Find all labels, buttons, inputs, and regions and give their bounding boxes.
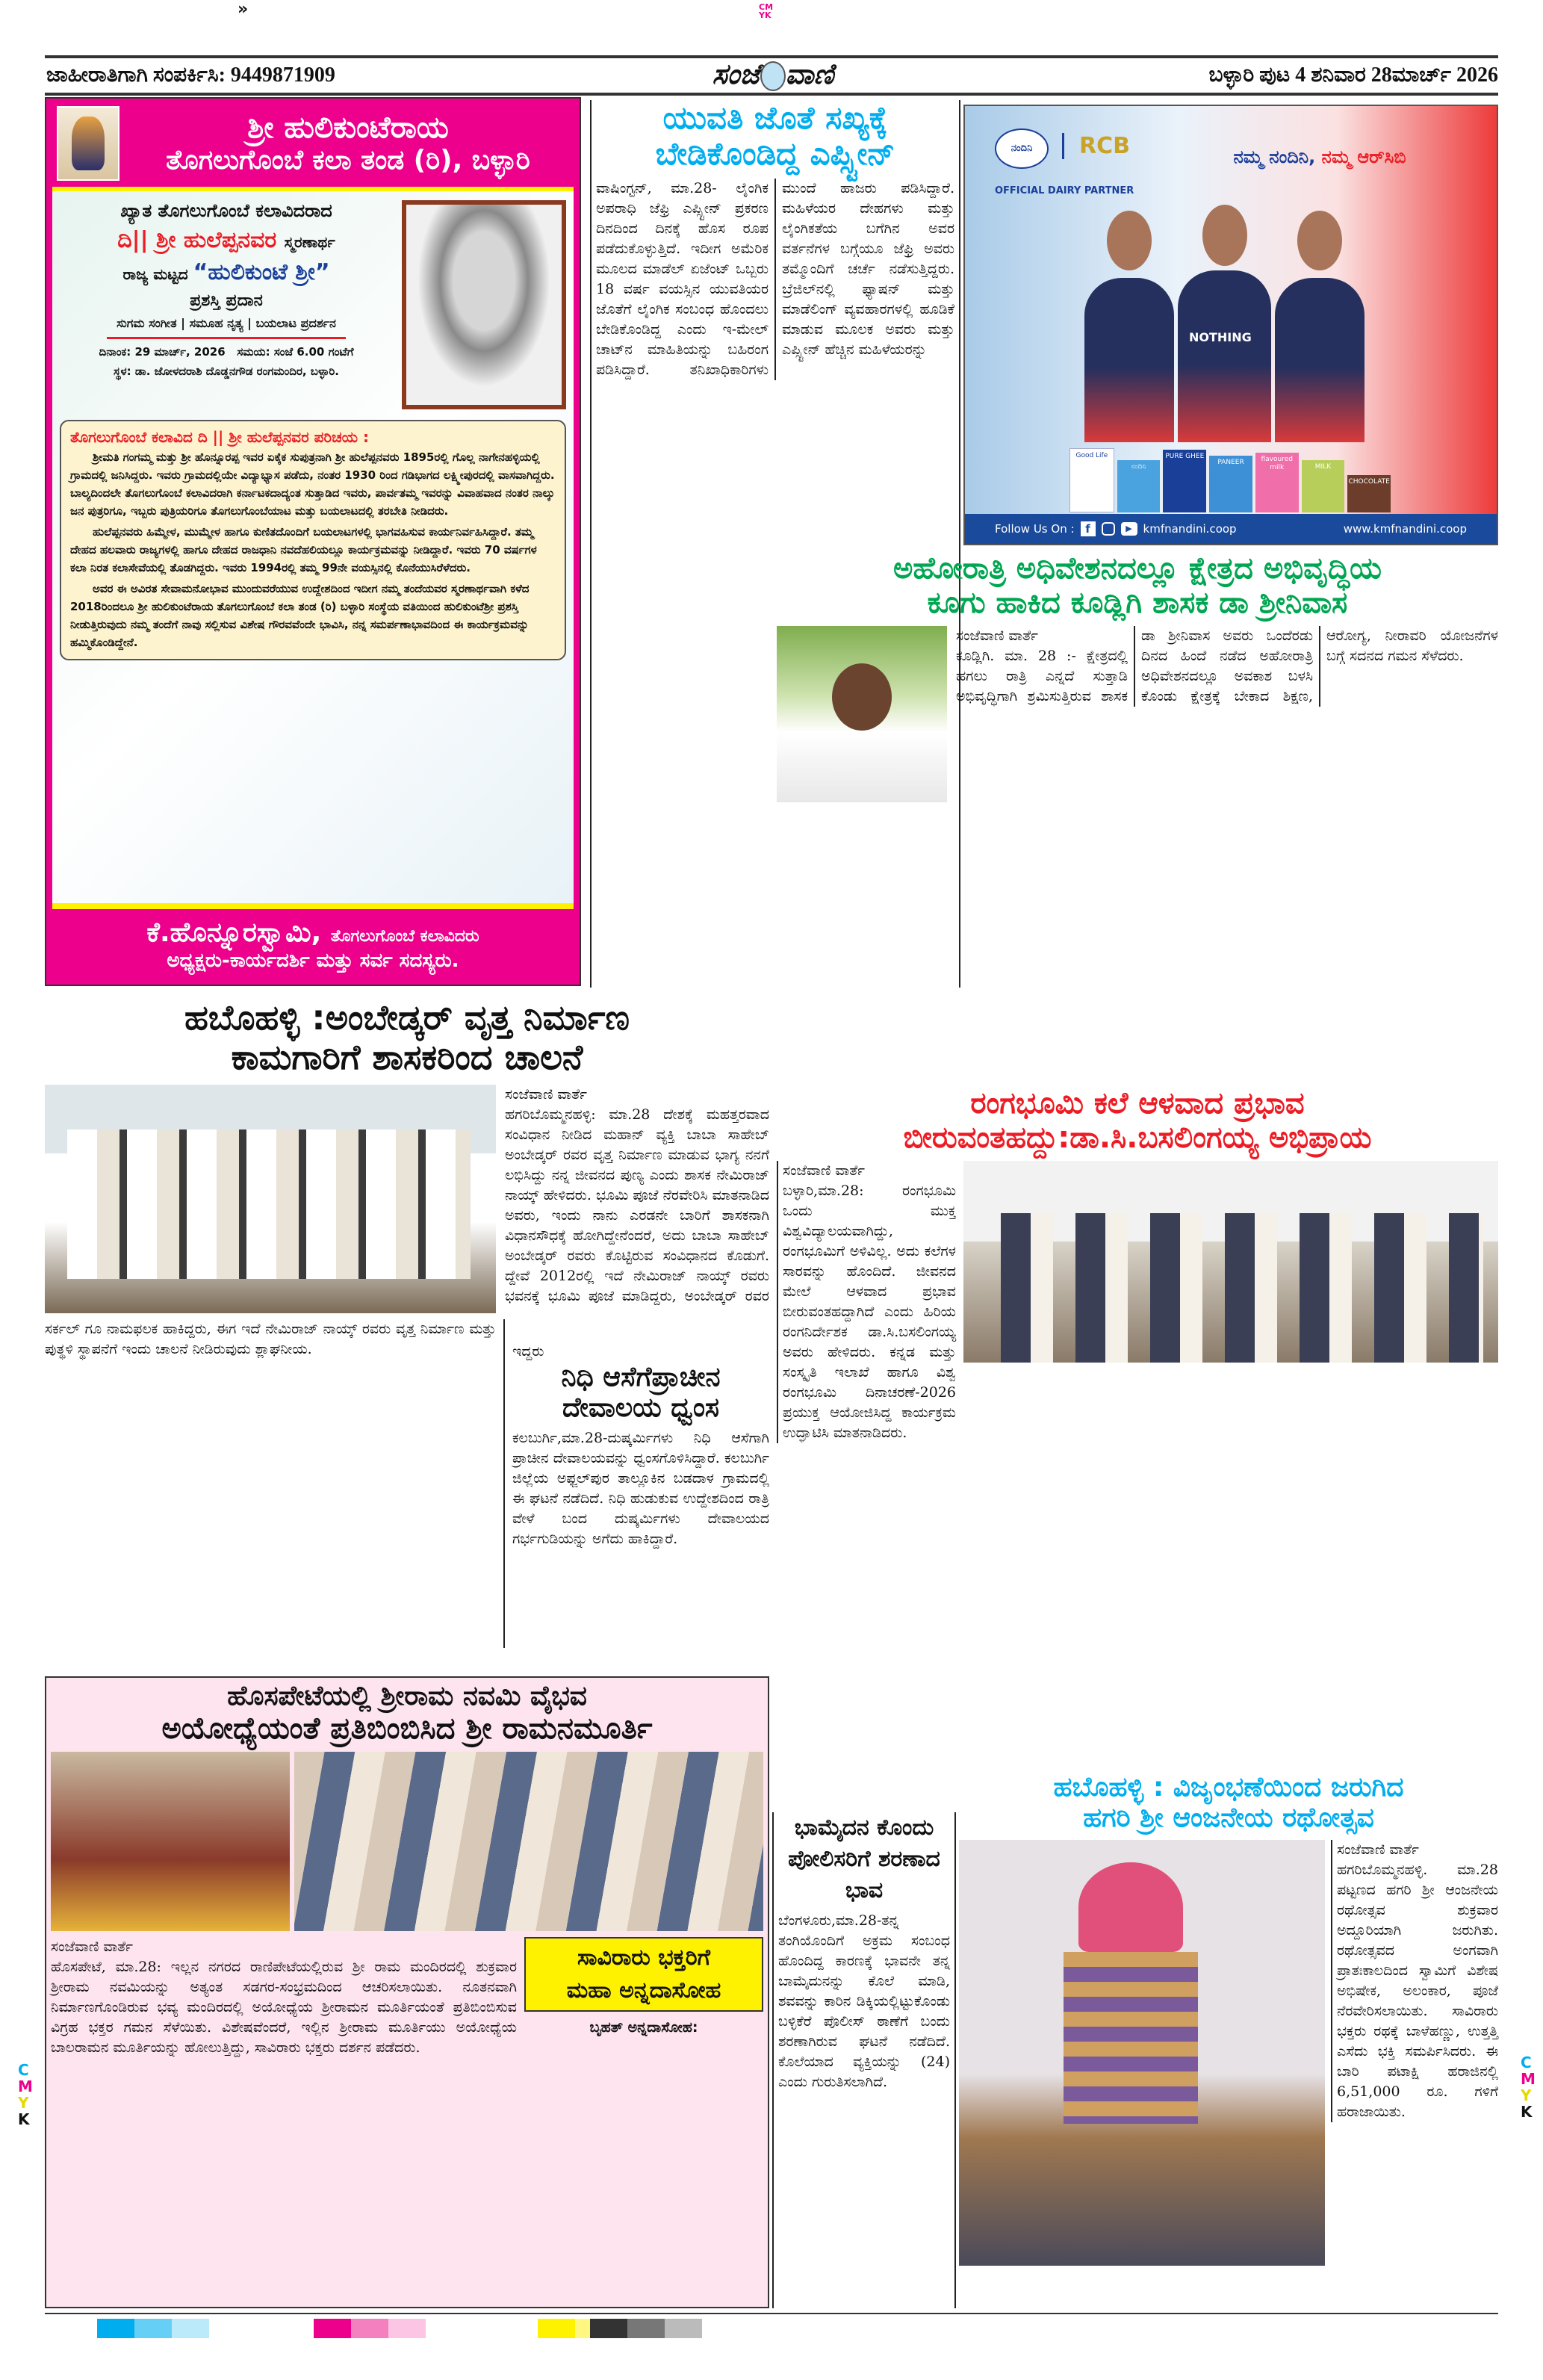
- headline-line: ಕೂಗು ಹಾಕಿದ ಕೂಡ್ಲಿಗಿ ಶಾಸಕ ಡಾ ಶ್ರೀನಿವಾಸ: [927, 586, 1348, 620]
- color-swatch: [172, 2319, 209, 2338]
- subhead: ಬೃಹತ್ ಅನ್ನದಾಸೋಹ:: [589, 2019, 698, 2036]
- signatory: ಕೆ.ಹೊನ್ನೂರಸ್ವಾಮಿ,: [146, 917, 322, 949]
- masthead-right: ವಾಣಿ: [785, 58, 834, 90]
- hagari-headline: [959, 1772, 1498, 1840]
- mla-photo: [777, 626, 947, 802]
- nandini-logo: ನಂದಿನಿ: [995, 128, 1049, 169]
- epstein-headline: [592, 100, 959, 179]
- product: PANEER: [1209, 456, 1252, 512]
- ad-contact: ಜಾಹೀರಾತಿಗಾಗಿ ಸಂಪರ್ಕಿಸಿ: 9449871909: [46, 63, 335, 87]
- portrait-photo: [402, 200, 566, 409]
- hosapete-col1: [51, 1937, 517, 2058]
- ad-header: [46, 99, 580, 187]
- byline: ಸಂಜೆವಾಣಿ ವಾರ್ತೆ: [783, 1162, 866, 1179]
- social-handle[interactable]: kmfnandini.coop: [1143, 522, 1237, 536]
- byline: ಸಂಜೆವಾಣಿ ವಾರ್ತೆ: [1337, 1841, 1420, 1858]
- headline-line: ಅಯೋಧ್ಯೆಯಂತೆ ಪ್ರತಿಬಿಂಬಿಸಿದ ಶ್ರೀ ರಾಮನಮೂರ್ತಿ: [161, 1711, 653, 1747]
- ad-title-2: ತೊಗಲುಗೊಂಬೆ ಕಲಾ ತಂಡ (ರಿ), ಬಳ್ಳಾರಿ: [166, 145, 530, 176]
- puppet-image: [57, 106, 119, 181]
- youtube-icon[interactable]: ▶: [1121, 522, 1137, 536]
- hosapete-body: ಹೊಸಪೇಟೆ, ಮಾ.28: ಇಲ್ಲನ ನಗರದ ರಾಣಿಪೇಟೆಯಲ್ಲಿರುವ ಶ್ರೀ ರಾಮ ಮಂದಿರದಲ್ಲಿ ಶುಕ್ರವಾರ ಶ್ರೀರಾಮ ನವಮಿಯನ್ನು ಅತ್ಯಂತ ಸಡಗರ-ಸಂಭ್ರಮದಿಂದ ಆಚರಿಸಲಾಯಿತು. ನೂತನವಾಗಿ ನಿರ್ಮಾಣಗೊಂಡಿರುವ ಭವ್ಯ ಮಂದಿರದಲ್ಲಿ ಅಯೋಧ್ಯೆಯ ಶ್ರೀರಾಮನ ಮೂರ್ತಿಯಂತೆ ಪ್ರತಿಬಿಂಬಿಸುವ ವಿಗ್ರಹ ಭಕ್ತರ ಗಮನ ಸೆಳೆಯಿತು. ವಿಶೇಷವೆಂದರೆ, ಇಲ್ಲಿನ ಶ್ರೀರಾಮ ಮೂರ್ತಿಯು ಅಯೋಧ್ಯೆಯ ಬಾಲರಾಮನ ಮೂರ್ತಿಯನ್ನು ಹೋಲುತ್ತಿದ್ದು, ಸಾವಿರಾರು ಭಕ್ತರು ದರ್ಶನ ಪಡೆದರು.: [51, 1959, 517, 2057]
- bio-title: ತೊಗಲುಗೊಂಬೆ ಕಲಾವಿದ ದಿ || ಶ್ರೀ ಹುಲೆಪ್ಪನವರ ಪರಿಚಯ :: [70, 428, 370, 446]
- slogan-part1: ನಮ್ಮ ನಂದಿನಿ,: [1233, 146, 1316, 167]
- headline-line: ದೇವಾಲಯ ಧ್ವಂಸ: [562, 1392, 720, 1424]
- honoree-suffix: ಸ್ಮರಣಾರ್ಥ: [284, 233, 335, 251]
- headline-line: ಹಬೊಹಳ್ಳಿ :ಅಂಬೇಡ್ಕರ್ ವೃತ್ತ ನಿರ್ಮಾಣ: [184, 997, 630, 1038]
- rcb-logo: RCB: [1062, 133, 1130, 159]
- product: ನಂದಿನಿ: [1117, 460, 1161, 512]
- color-swatch: [538, 2319, 575, 2338]
- dateline: ಬಳ್ಳಾರಿ ಪುಟ 4 ಶನಿವಾರ 28ಮಾರ್ಚ್ 2026: [1208, 63, 1498, 87]
- ad-signatory-line: [52, 917, 574, 949]
- ad-nandini: [963, 105, 1498, 545]
- footer-rule: [45, 2313, 1498, 2314]
- murder-body: ಬೆಂಗಳೂರು,ಮಾ.28-ತನ್ನ ತಂಗಿಯೊಂದಿಗೆ ಅಕ್ರಮ ಸಂಬಂಧ ಹೊಂದಿದ್ದ ಕಾರಣಕ್ಕೆ ಭಾವನೇ ತನ್ನ ಬಾಮೈದುನನ್ನು ಕೊಲೆ ಮಾಡಿ, ಶವವನ್ನು ಕಾರಿನ ಡಿಕ್ಕಿಯಲ್ಲಿಟ್ಟುಕೊಂಡು ಬಳ್ಳಿಕೆರೆ ಪೊಲೀಸ್ ಠಾಣೆಗೆ ಬಂದು ಶರಣಾಗಿರುವ ಘಟನೆ ನಡೆದಿದೆ. ಕೊಲೆಯಾದ ವ್ಯಕ್ತಿಯನ್ನು (24) ಎಂದು ಗುರುತಿಸಲಾಗಿದೆ.: [778, 1912, 950, 2090]
- byline: ಸಂಜೆವಾಣಿ ವಾರ್ತೆ: [505, 1085, 588, 1103]
- color-swatch: [351, 2319, 388, 2338]
- facebook-icon[interactable]: f: [1081, 521, 1096, 536]
- annadasoha-box: [524, 1937, 763, 2012]
- color-swatch: [388, 2319, 426, 2338]
- product-row: [1069, 447, 1391, 512]
- headline-line: ಬೀರುವಂತಹದ್ದು:ಡಾ.ಸಿ.ಬಸಲಿಂಗಯ್ಯ ಅಭಿಪ್ರಾಯ: [903, 1121, 1372, 1155]
- cmyk-mark: CMYK: [759, 2, 774, 20]
- theatre-headline: [777, 1086, 1498, 1161]
- top-arrow: »: [237, 0, 249, 19]
- globe-icon: [760, 61, 786, 91]
- product: MILK: [1302, 460, 1345, 512]
- groundbreaking-photo: [45, 1085, 496, 1313]
- cmyk-side-right: C M Y K: [1521, 2054, 1536, 2121]
- theatre-article: [777, 1086, 1498, 1811]
- ad-footer: ಅಧ್ಯಕ್ಷರು-ಕಾರ್ಯದರ್ಶಿ ಮತ್ತು ಸರ್ವ ಸದಸ್ಯರು.: [167, 949, 459, 973]
- kicker: ಇದ್ದರು: [512, 1343, 544, 1360]
- slogan-part2: ನಮ್ಮ ಆರ್‌ಸಿಬಿ: [1321, 146, 1406, 167]
- cmyk-side-left: C M Y K: [18, 2061, 33, 2128]
- color-swatch: [665, 2319, 702, 2338]
- product: PURE GHEE: [1163, 450, 1206, 512]
- ad-red-rule: [107, 337, 346, 339]
- byline: ಸಂಜೆವಾಣಿ ವಾರ್ತೆ: [51, 1939, 134, 1956]
- header-bottom-rule: [45, 93, 1498, 96]
- players-photo: [1077, 203, 1368, 442]
- color-swatch: [590, 2319, 627, 2338]
- murder-headline: ಭಾಮೈದನ ಕೊಂದು ಪೋಲಿಸರಿಗೆ ಶರಣಾದ ಭಾವ: [788, 1815, 940, 1903]
- annadasoha-photo: [294, 1752, 763, 1931]
- ad-venue: ಸ್ಥಳ: ಡಾ. ಜೋಳದರಾಶಿ ದೊಡ್ಡನಗೌಡ ರಂಗಮಂದಿರ, ಬಳ್ಳಾರಿ.: [114, 365, 339, 378]
- rama-idol-photo: [51, 1752, 290, 1931]
- theatre-col1: [777, 1161, 956, 1443]
- color-swatch: [97, 2319, 134, 2338]
- nandini-footer-bar: [965, 514, 1497, 544]
- award-suffix: ಪ್ರಶಸ್ತಿ ಪ್ರದಾನ: [190, 291, 263, 310]
- theatre-body: ಬಳ್ಳಾರಿ,ಮಾ.28: ರಂಗಭೂಮಿ ಒಂದು ಮುಕ್ತ ವಿಶ್ವವಿದ್ಯಾಲಯವಾಗಿದ್ದು, ರಂಗಭೂಮಿಗೆ ಅಳಿವಿಲ್ಲ. ಅದು ಕಲೆಗಳ ಸಾರವನ್ನು ಹೊಂದಿದೆ. ಜೀವನದ ಮೇಲೆ ಆಳವಾದ ಪ್ರಭಾವ ಬೀರುವಂತಹದ್ದಾಗಿದೆ ಎಂದು ಹಿರಿಯ ರಂಗನಿರ್ದೇಶಕ ಡಾ.ಸಿ.ಬಸಲಿಂಗಯ್ಯ ಅವರು ಹೇಳಿದರು. ಕನ್ನಡ ಮತ್ತು ಸಂಸ್ಕೃತಿ ಇಲಾಖೆ ಹಾಗೂ ವಿಶ್ವ ರಂಗಭೂಮಿ ದಿನಾಚರಣೆ-2026 ಪ್ರಯುಕ್ತ ಆಯೋಜಿಸಿದ್ದ ಕಾರ್ಯಕ್ರಮ ಉದ್ಘಾಟಿಸಿ ಮಾತನಾಡಿದರು.: [783, 1183, 956, 1441]
- kudligi-body: [956, 626, 1498, 707]
- instagram-icon[interactable]: [1102, 522, 1115, 536]
- masthead-left: ಸಂಜೆ: [712, 58, 760, 90]
- ad-title: [127, 111, 569, 176]
- slogan: [1152, 146, 1488, 167]
- temple-body: ಕಲಬುರ್ಗಿ,ಮಾ.28-ದುಷ್ಕರ್ಮಿಗಳು ನಿಧಿ ಆಸೆಗಾಗಿ ಪ್ರಾಚೀನ ದೇವಾಲಯವನ್ನು ಧ್ವಂಸಗೊಳಿಸಿದ್ದಾರೆ. ಕಲಬುರ್ಗಿ ಜಿಲ್ಲೆಯ ಅಫ್ಜಲ್‌ಪುರ ತಾಲ್ಲೂಕಿನ ಬಡದಾಳ ಗ್ರಾಮದಲ್ಲಿ ಈ ಘಟನೆ ನಡೆದಿದೆ. ನಿಧಿ ಹುಡುಕುವ ಉದ್ದೇಶದಿಂದ ರಾತ್ರಿ ವೇಳೆ ಬಂದ ದುಷ್ಕರ್ಮಿಗಳು ದೇವಾಲಯದ ಗರ್ಭಗುಡಿಯನ್ನು ಅಗೆದು ಹಾಕಿದ್ದಾರೆ.: [512, 1429, 769, 1547]
- headline-line: ಹಬೊಹಳ್ಳಿ : ವಿಜೃಂಭಣೆಯಿಂದ ಜರುಗಿದ: [1053, 1772, 1404, 1803]
- website-link[interactable]: www.kmfnandini.coop: [1343, 522, 1467, 536]
- headline-line: ರಂಗಭೂಮಿ ಕಲೆ ಆಳವಾದ ಪ್ರಭಾವ: [970, 1086, 1305, 1121]
- ambedkar-headline: [45, 998, 769, 1085]
- ad-honoree-line: [117, 227, 335, 253]
- box-line: ಸಾವಿರಾರು ಭಕ್ತರಿಗೆ: [577, 1944, 710, 1971]
- kudligi-body-text: ಕೂಡ್ಲಿಗಿ. ಮಾ. 28 :- ಕ್ಷೇತ್ರದಲ್ಲಿ ಹಗಲು ರಾತ್ರಿ ಎನ್ನದೆ ಸುತ್ತಾಡಿ ಅಭಿವೃದ್ಧಿಗಾಗಿ ಶ್ರಮಿಸುತ್ತಿರುವ ಶಾಸಕ ಡಾ ಶ್ರೀನಿವಾಸ ಅವರು ಒಂದೆರಡು ದಿನದ ಹಿಂದೆ ನಡೆದ ಅಹೋರಾತ್ರಿ ಅಧಿವೇಶನದಲ್ಲೂ ಅವಕಾಶ ಬಳಸಿ ಕೊಂಡು ಕ್ಷೇತ್ರಕ್ಕೆ ಬೇಕಾದ ಶಿಕ್ಷಣ, ಆರೋಗ್ಯ, ನೀರಾವರಿ ಯೋಜನೆಗಳ ಬಗ್ಗೆ ಸದನದ ಗಮನ ಸೆಳೆದರು.: [956, 627, 1498, 704]
- ad-body: [52, 187, 574, 909]
- ad-events: ಸುಗಮ ಸಂಗೀತ | ಸಮೂಹ ನೃತ್ಯ | ಬಯಲಾಟ ಪ್ರದರ್ಶನ: [117, 316, 336, 330]
- box-line: ಮಹಾ ಅನ್ನದಾಸೋಹ: [566, 1977, 721, 2004]
- product: flavoured milk: [1255, 453, 1299, 512]
- hagari-article: [959, 1772, 1498, 2308]
- ad-intro: ಖ್ಯಾತ ತೊಗಲುಗೊಂಬೆ ಕಲಾವಿದರಾದ: [120, 200, 332, 221]
- masthead-logo: [683, 55, 863, 93]
- color-swatch: [627, 2319, 665, 2338]
- kudligi-article: [777, 551, 1498, 1079]
- headline-line: ಹೊಸಪೇಟೆಯಲ್ಲಿ ಶ್ರೀರಾಮ ನವಮಿ ವೈಭವ: [227, 1681, 587, 1711]
- temple-article: [512, 1342, 769, 1667]
- murder-article: [772, 1812, 956, 2308]
- headline-line: ಯುವತಿ ಜೊತೆ ಸಖ್ಯಕ್ಕೆ: [662, 99, 888, 136]
- color-swatch: [314, 2319, 351, 2338]
- ad-footer-block: [46, 909, 580, 985]
- jersey-text: NOTHING: [1189, 330, 1252, 344]
- follow-label: Follow Us On :: [995, 522, 1075, 536]
- award-name: “ಹುಲಿಕುಂಟೆ ಶ್ರೀ”: [193, 259, 330, 285]
- hagari-body: [1331, 1840, 1498, 2122]
- partner-label: OFFICIAL DAIRY PARTNER: [995, 185, 1134, 196]
- ad-title-1: ಶ್ರೀ ಹುಲಿಕುಂಟೆರಾಯ: [247, 111, 449, 146]
- headline-line: ಕಾಮಗಾರಿಗೆ ಶಾಸಕರಿಂದ ಚಾಲನೆ: [231, 1036, 583, 1077]
- product: CHOCOLATE: [1347, 475, 1391, 512]
- chariot-photo: [959, 1840, 1325, 2266]
- theatre-event-photo: [963, 1161, 1498, 1363]
- bio-paragraph: ಹುಲೆಪ್ಪನವರು ಹಿಮ್ಮೇಳ, ಮುಮ್ಮೇಳ ಹಾಗೂ ಕುಣಿತದೊಂದಿಗೆ ಬಯಲಾಟಗಳಲ್ಲಿ ಭಾಗವಹಿಸುವ ಕಾರ್ಯನಿರ್ವಹಿಸಿದ್ದಾರೆ. ತಮ್ಮ ದೇಹದ ಹಲವಾರು ರಾಜ್ಯಗಳಲ್ಲಿ ಹಾಗೂ ದೇಹದ ರಾಜಧಾನಿ ನವದೆಹಲಿಯಲ್ಲೂ ಕಾರ್ಯಕ್ರಮವನ್ನು ನೀಡಿದ್ದಾರೆ. ಇವರು 70 ವರ್ಷಗಳ ಕಲಾ ನಿರತ ಕಲಾಸೇವೆಯಲ್ಲಿ ತೊಡಗಿದ್ದರು. ಇವರು 1994ರಲ್ಲಿ ತಮ್ಮ 99ನೇ ವಯಸ್ಸಿನಲ್ಲಿ ಕೊನೆಯುಸಿರೆಳೆದರು.: [70, 525, 537, 574]
- headline-line: ಬೇಡಿಕೊಂಡಿದ್ದ ಎಪ್ಸ್ಟೀನ್: [655, 135, 895, 173]
- ad-datetime: [99, 345, 354, 359]
- award-prefix: ರಾಜ್ಯ ಮಟ್ಟದ: [122, 265, 188, 283]
- headline-line: ಅಹೋರಾತ್ರಿ ಅಧಿವೇಶನದಲ್ಲೂ ಕ್ಷೇತ್ರದ ಅಭಿವೃದ್ಧಿಯ: [893, 551, 1382, 586]
- ad-togalugombe: [45, 97, 581, 986]
- hosapete-article: [45, 1676, 769, 2308]
- color-swatch: [134, 2319, 172, 2338]
- hagari-body-text: ಹಗರಿಬೊಮ್ಮನಹಳ್ಳಿ. ಮಾ.28 ಪಟ್ಟಣದ ಹಗರಿ ಶ್ರೀ ಆಂಜನೇಯ ರಥೋತ್ಸವ ಶುಕ್ರವಾರ ಅದ್ದೂರಿಯಾಗಿ ಜರುಗಿತು. ರಥೋತ್ಸವದ ಅಂಗವಾಗಿ ಪ್ರಾತಃಕಾಲದಿಂದ ಸ್ವಾಮಿಗೆ ವಿಶೇಷ ಅಭಿಷೇಕ, ಅಲಂಕಾರ, ಪೂಜೆ ನೆರವೇರಿಸಲಾಯಿತು. ಸಾವಿರಾರು ಭಕ್ತರು ರಥಕ್ಕೆ ಬಾಳೆಹಣ್ಣು, ಉತ್ತತ್ತಿ ಎಸೆದು ಭಕ್ತಿ ಸಮರ್ಪಿಸಿದರು. ಈ ಬಾರಿ ಪಟಾಕ್ಷಿ ಹರಾಜಿನಲ್ಲಿ 6,51,000 ರೂ. ಗಳಿಗೆ ಹರಾಜಾಯಿತು.: [1337, 1861, 1498, 2120]
- bio-box: [60, 420, 566, 660]
- honoree-name: ದಿ|| ಶ್ರೀ ಹುಲೆಪ್ಪನವರ: [117, 227, 277, 253]
- kudligi-headline: [777, 551, 1498, 626]
- ambedkar-body-text: ಹಗರಿಬೊಮ್ಮನಹಳ್ಳಿ: ಮಾ.28 ದೇಶಕ್ಕೆ ಮಹತ್ತರವಾದ ಸಂವಿಧಾನ ನೀಡಿದ ಮಹಾನ್ ವ್ಯಕ್ತಿ ಬಾಬಾ ಸಾಹೇಬ್ ಅಂಬೇಡ್ಕರ್ ರವರ ವೃತ್ತ ನಿರ್ಮಾಣ ಮಾಡುವ ಭಾಗ್ಯ ನನಗೆ ಲಭಿಸಿದ್ದು ನನ್ನ ಜೀವನದ ಪುಣ್ಯ ಎಂದು ಶಾಸಕ ನೇಮಿರಾಜ್ ನಾಯ್ಕ್ ಹೇಳಿದರು. ಭೂಮಿ ಪೂಜೆ ನೆರವೇರಿಸಿ ಮಾತನಾಡಿದ ಅವರು, ಇಂದು ನಾನು ಎರಡನೇ ಬಾರಿಗೆ ಶಾಸಕನಾಗಿ ವಿಧಾನಸೌಧಕ್ಕೆ ಹೋಗಿದ್ದೇನೆಂದರೆ, ಅದು ಬಾಬಾ ಸಾಹೇಬ್ ಅಂಬೇಡ್ಕರ್ ರವರು ಕೊಟ್ಟಿರುವ ಸಂವಿಧಾನದ ಕೊಡುಗೆ. ದ್ದೇವೆ 2012ರಲ್ಲಿ ಇದೆ ನೇಮಿರಾಜ್ ನಾಯ್ಕ್ ರವರು ಭವನಕ್ಕೆ ಭೂಮಿ ಪೂಜೆ ಮಾಡಿದ್ದರು, ಅಂಬೇಡ್ಕರ್ ರವರ ಸರ್ಕಲ್ ಗೂ ನಾಮಫಲಕ ಹಾಕಿದ್ದರು, ಈಗ ಇದೆ ನೇಮಿರಾಜ್ ನಾಯ್ಕ್ ರವರು ವೃತ್ತ ನಿರ್ಮಾಣ ಮತ್ತು ಪುತ್ಥಳಿ ಸ್ಥಾಪನೆಗೆ ಇಂದು ಚಾಲನೆ ನೀಡಿರುವುದು ಶ್ಲಾಘನೀಯ.: [45, 1106, 769, 1357]
- headline-line: ಹಗರಿ ಶ್ರೀ ಆಂಜನೇಯ ರಥೋತ್ಸವ: [1083, 1803, 1374, 1834]
- ad-time: ಸಮಯ: ಸಂಜೆ 6.00 ಗಂಟೆಗೆ: [237, 345, 354, 359]
- epstein-body: ವಾಷಿಂಗ್ಟನ್, ಮಾ.28- ಲೈಂಗಿಕ ಅಪರಾಧಿ ಜೆಫ್ರಿ ಎಪ್ಸ್ಟೀನ್ ಪ್ರಕರಣ ದಿನದಿಂದ ದಿನಕ್ಕೆ ಹೊಸ ರೂಪ ಪಡೆದುಕೊಳ್ಳುತ್ತಿದೆ. ಇದೀಗ ಅಮೆರಿಕ ಮೂಲದ ಮಾಡೆಲ್ ಏಜೆಂಟ್ ಒಬ್ಬರು 18 ವರ್ಷ ವಯಸ್ಸಿನ ಯುವತಿಯರ ಜೊತೆಗೆ ಲೈಂಗಿಕ ಸಂಬಂಧ ಹೊಂದಲು ಬೇಡಿಕೊಂಡಿದ್ದ ಎಂದು ಇ-ಮೇಲ್ ಚಾಟ್‌ನ ಮಾಹಿತಿಯನ್ನು ಬಹಿರಂಗ ಪಡಿಸಿದ್ದಾರೆ. ತನಿಖಾಧಿಕಾರಿಗಳು ಮುಂದೆ ಹಾಜರು ಪಡಿಸಿದ್ದಾರೆ. ಮಹಿಳೆಯರ ದೇಹಗಳು ಮತ್ತು ಲೈಂಗಿಕತೆಯ ಬಗೆಗಿನ ಅವರ ವರ್ತನೆಗಳ ಬಗ್ಗೆಯೂ ಜೆಫ್ರಿ ಅವರು ತಮ್ಮೊಂದಿಗೆ ಚರ್ಚೆ ನಡೆಸುತ್ತಿದ್ದರು. ಬ್ರೆಜಿಲ್‌ನಲ್ಲಿ ಫ್ಯಾಷನ್ ಮತ್ತು ಮಾಡೆಲಿಂಗ್ ವ್ಯವಹಾರಗಳಲ್ಲಿ ಹೂಡಿಕೆ ಮಾಡುವ ಮೂಲಕ ಅವರು ಮತ್ತು ಎಪ್ಸ್ಟೀನ್ ಹೆಚ್ಚಿನ ಮಹಿಳೆಯರನ್ನು: [596, 179, 954, 378]
- product: Good Life: [1069, 448, 1114, 512]
- bio-paragraph: ಅವರ ಈ ಅವಿರತ ಸೇವಾಮನೋಭಾವ ಮುಂದುವರೆಯುವ ಉದ್ದೇಶದಿಂದ ಇದೀಗ ನಮ್ಮ ತಂದೆಯವರ ಸ್ಮರಣಾರ್ಥವಾಗಿ ಕಳೆದ 2018ರಿಂದಲೂ ಶ್ರೀ ಹುಲಿಕುಂಟೆರಾಯ ತೊಗಲುಗೊಂಬೆ ಕಲಾ ತಂಡ (ರಿ) ಬಳ್ಳಾರಿ ಸಂಸ್ಥೆಯ ವತಿಯಿಂದ ಹುಲಿಕುಂಟೆಶ್ರೀ ಪ್ರಶಸ್ತಿ ನೀಡುತ್ತಿರುವುದು ನಮ್ಮ ತಂದೆಗೆ ನಾವು ಸಲ್ಲಿಸುವ ವಿಶೇಷ ಗೌರವವೆಂದೇ ಭಾವಿಸಿ, ನನ್ನ ಸಮರ್ಪಣಾಭಾವದಿಂದ ಈ ಕಾರ್ಯಕ್ರಮವನ್ನು ಹಮ್ಮಿಕೊಂಡಿದ್ದೇನೆ.: [70, 582, 530, 649]
- headline-line: ನಿಧಿ ಆಸೆಗೆಪ್ರಾಚೀನ: [561, 1362, 721, 1392]
- ad-date: ದಿನಾಂಕ: 29 ಮಾರ್ಚ್, 2026: [99, 345, 226, 359]
- byline: ಸಂಜೆವಾಣಿ ವಾರ್ತೆ: [956, 627, 1039, 644]
- bio-paragraph: ಶ್ರೀಮತಿ ಗಂಗಮ್ಮ ಮತ್ತು ಶ್ರೀ ಹೊನ್ನೂರಪ್ಪ ಇವರ ಏಕೈಕ ಸುಪುತ್ರನಾಗಿ ಶ್ರೀ ಹುಲೆಪ್ಪನವರು 1895ರಲ್ಲಿ ಗೊಲ್ಲ ನಾಗೇನಹಳ್ಳಿಯಲ್ಲಿ ಗ್ರಾಮದಲ್ಲಿ ಜನಿಸಿದ್ದರು. ಇವರು ಗ್ರಾಮದಲ್ಲಿಯೇ ವಿದ್ಯಾಭ್ಯಾಸ ಪಡೆದು, ನಂತರ 1930 ರಿಂದ ಗಡಿಭಾಗದ ಲಕ್ಷ್ಮೀಪುರದಲ್ಲಿ ವಾಸವಾಗಿದ್ದರು. ಬಾಲ್ಯದಿಂದಲೇ ತೊಗಲುಗೊಂಬೆ ಕಲಾವಿದರಾಗಿ ಕರ್ನಾಟಕದಾದ್ಯಂತ ಸುತ್ತಾಡಿದ ಇವರು, ಪಾರ್ವತಮ್ಮ ಇವರನ್ನು ವಿವಾಹವಾದ ನಂತರ ನಾಲ್ಕು ಜನ ಪುತ್ರರಿಗೂ, ಇಬ್ಬರು ಪುತ್ರಿಯರಿಗೂ ತೊಗಲುಗೊಂಬೆಯಾಟ ಮತ್ತು ಬಯಲಾಟದಲ್ಲಿ ತರಬೇತಿ ನೀಡಿದರು.: [70, 450, 555, 518]
- signatory-role: ತೊಗಲುಗೊಂಬೆ ಕಲಾವಿದರು: [330, 927, 479, 946]
- ad-award-line: [122, 259, 329, 285]
